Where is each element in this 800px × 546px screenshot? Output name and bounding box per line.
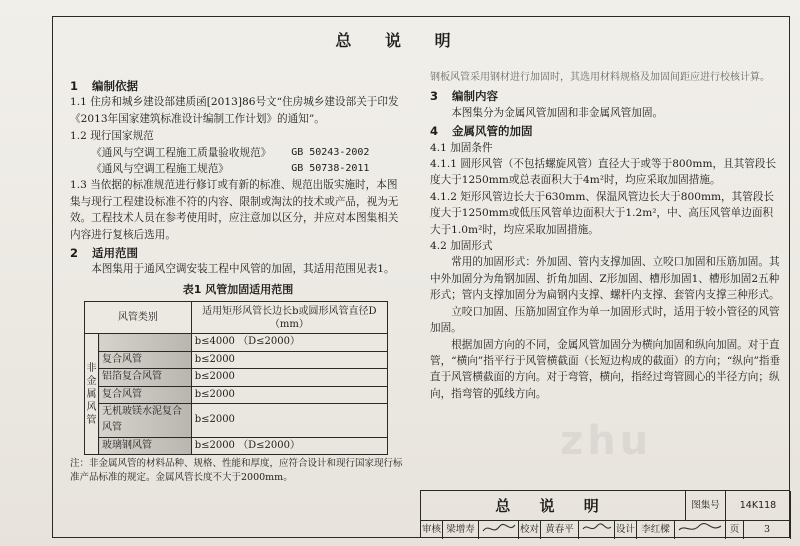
standard-1 bbox=[70, 145, 406, 161]
title-block-title: 总 说 明 bbox=[421, 491, 686, 521]
table-cell-type bbox=[99, 334, 192, 351]
section-2-text: 本图集用于通风空调安装工程中风管的加固，其适用范围见表1。 bbox=[91, 263, 395, 276]
proofreader-name: 黄春平 bbox=[541, 521, 579, 539]
proofreader-signature bbox=[579, 521, 615, 539]
review-label: 审核 bbox=[421, 521, 443, 539]
standard-2-code: GB 50738-2011 bbox=[291, 163, 370, 175]
paragraph-seam-reinforcement: 立咬口加固、压筋加固宜作为单一加固形式时，适用于较小管径的风管加固。 bbox=[430, 305, 780, 335]
section-4-heading bbox=[430, 123, 782, 139]
atlas-number: 14K118 bbox=[726, 491, 791, 521]
design-label: 设计 bbox=[615, 521, 637, 539]
title-block-top-row bbox=[421, 491, 791, 521]
proofread-label: 校对 bbox=[519, 521, 541, 539]
clause-4-1-2: 4.1.2 矩形风管边长大于630mm、保温风管边长大于800mm，其管段长度大于1250mm或低压风管单边面积大于1.2m²，中、高压风管单边面积大于1.0m²时，均应采取加固措施。 bbox=[430, 190, 775, 236]
section-4-number: 4 bbox=[430, 124, 439, 139]
right-column bbox=[430, 70, 782, 402]
table-cell-type: 铝箔复合风管 bbox=[99, 369, 192, 386]
left-column bbox=[70, 76, 406, 485]
signature-scribble-3 bbox=[677, 521, 723, 535]
watermark: zhu bbox=[560, 418, 653, 464]
table-cell-type: 玻璃钢风管 bbox=[99, 437, 192, 454]
table-1 bbox=[84, 301, 388, 455]
clause-4-1-1: 4.1.1 圆形风管（不包括螺旋风管）直径大于或等于800mm，且其管段长度大于1250mm或总表面积大于4m²时，均应采取加固措施。 bbox=[430, 158, 777, 187]
table-1-title: 表1 风管加固适用范围 bbox=[182, 282, 294, 296]
section-3-text: 本图集分为金属风管加固和非金属风管加固。 bbox=[451, 106, 664, 119]
section-3-title: 编制内容 bbox=[452, 89, 498, 104]
table-cell-range: b≤2000 bbox=[191, 403, 387, 437]
standard-2-name: 《通风与空调工程施工规范》 bbox=[91, 163, 229, 176]
clause-4-2: 4.2 加固形式 bbox=[430, 240, 493, 253]
clause-1-3: 1.3 当依据的标准规范进行修订或有新的标准、规范出版实施时，本图集与现行工程建设标准不符的内容、限制或淘汰的技术或产品，视为无效。工程技术人员在参考使用时，应注意加以区分，并应对本图集相关内容进行复核后选用。 bbox=[70, 179, 399, 241]
section-1-heading bbox=[70, 78, 406, 94]
designer-signature bbox=[675, 521, 726, 539]
table-cell-range: b≤2000 bbox=[191, 369, 387, 386]
clause-4-1: 4.1 加固条件 bbox=[430, 141, 493, 154]
table-header-range: 适用矩形风管长边长b或圆形风管直径D（mm） bbox=[191, 302, 387, 334]
section-3-number: 3 bbox=[430, 89, 439, 104]
paragraph-reinforcement-forms: 常用的加固形式：外加固、管内支撑加固、立咬口加固和压筋加固。其中外加固分为角钢加固、折角加固、Z形加固、槽形加固1、槽形加固2五种形式；管内支撑加固分为扁钢内支撑、螺杆内支撑、套管内支撑三种形式。 bbox=[430, 256, 780, 302]
title-block bbox=[420, 490, 790, 538]
table-row bbox=[85, 437, 388, 454]
table-cell-range: b≤2000 （D≤2000） bbox=[191, 437, 387, 454]
table-cell-range: b≤2000 bbox=[191, 351, 387, 368]
table-cell-range: b≤2000 bbox=[191, 386, 387, 403]
standard-1-code: GB 50243-2002 bbox=[291, 146, 370, 158]
table-cell-range: b≤4000 （D≤2000） bbox=[191, 334, 387, 351]
table-header-row bbox=[85, 302, 388, 334]
standard-1-name: 《通风与空调工程施工质量验收规范》 bbox=[91, 146, 272, 159]
standard-2 bbox=[70, 161, 406, 177]
table-cell-type: 无机玻镁水泥复合风管 bbox=[99, 403, 192, 437]
section-2-title: 适用范围 bbox=[92, 246, 138, 261]
signature-scribble-1 bbox=[481, 521, 517, 535]
table-row bbox=[85, 334, 388, 351]
table-row bbox=[85, 351, 388, 368]
section-2-number: 2 bbox=[70, 246, 79, 261]
table-row bbox=[85, 403, 388, 437]
section-2-heading bbox=[70, 245, 406, 261]
table-row-group-label: 非金属风管 bbox=[85, 334, 99, 455]
signature-scribble-2 bbox=[581, 521, 613, 535]
page-title: 总 说 明 bbox=[335, 31, 465, 50]
table-header-type: 风管类别 bbox=[85, 302, 192, 334]
table-row bbox=[85, 386, 388, 403]
carryover-text: 钢板风管采用钢材进行加固时，其选用材料规格及加固间距应进行校核计算。 bbox=[430, 72, 770, 83]
table-cell-type: 复合风管 bbox=[99, 386, 192, 403]
section-1-number: 1 bbox=[70, 79, 79, 93]
clause-1-2: 1.2 现行国家规范 bbox=[70, 130, 154, 143]
reviewer-signature bbox=[479, 521, 519, 539]
paragraph-reinforcement-direction: 根据加固方向的不同，金属风管加固分为横向加固和纵向加固。对于直管，“横向”指平行于风管横截面（长短边构成的截面）的方向；“纵向”指垂直于风管横截面的方向。对于弯管，横向，指经过弯管圆心的半径方向；纵向，指弯管的弧线方向。 bbox=[430, 338, 781, 400]
section-1-title: 编制依据 bbox=[92, 79, 138, 93]
table-row bbox=[85, 369, 388, 386]
section-3-heading bbox=[430, 88, 782, 104]
title-block-bottom-row bbox=[421, 521, 791, 539]
clause-1-1: 1.1 住房和城乡建设部建质函[2013]86号文“住房城乡建设部关于印发《2013年国家建筑标准设计编制工作计划》的通知”。 bbox=[70, 96, 399, 125]
designer-name: 李红樑 bbox=[637, 521, 675, 539]
page-label: 页 bbox=[726, 521, 744, 539]
section-4-title: 金属风管的加固 bbox=[452, 124, 533, 139]
table-1-note: 注：非金属风管的材料品种、规格、性能和厚度，应符合设计和现行国家现行标准产品标准的规定。金属风管长度不大于2000mm。 bbox=[70, 458, 403, 484]
atlas-number-label: 图集号 bbox=[686, 491, 726, 521]
table-cell-type: 复合风管 bbox=[99, 351, 192, 368]
reviewer-name: 梁增寿 bbox=[443, 521, 479, 539]
page-number: 3 bbox=[744, 521, 791, 539]
